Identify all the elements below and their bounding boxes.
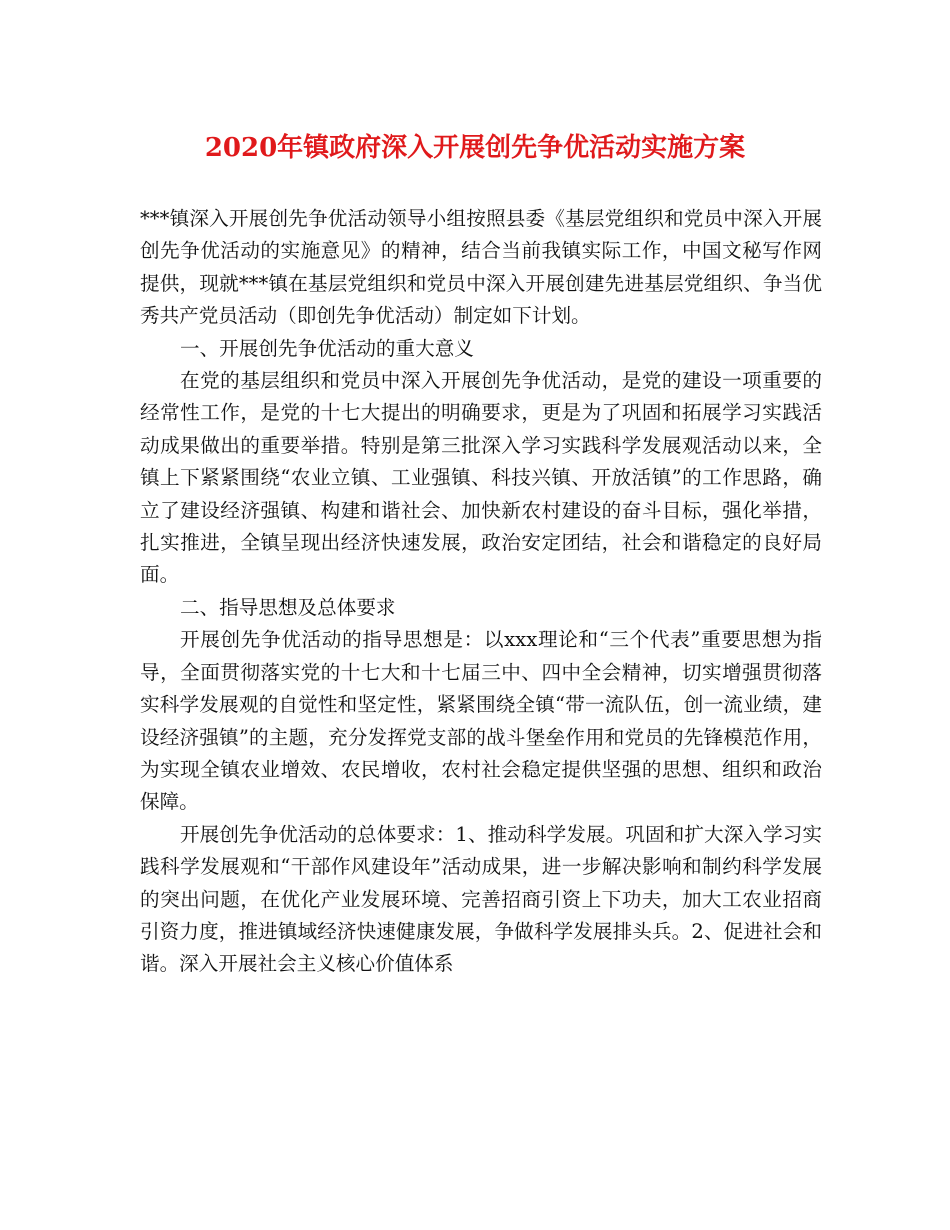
- document-title: 2020年镇政府深入开展创先争优活动实施方案: [204, 133, 746, 163]
- overall-requirements-paragraph: 开展创先争优活动的总体要求：1、推动科学发展。巩固和扩大深入学习实践科学发展观和“干部作风建设年”活动成果，进一步解决影响和制约科学发展的突出问题，在优化产业发展环境、完善招商引资上下功夫，加大工农业招商引资力度，推进镇域经济快速健康发展，争做科学发展排头兵。2、促进社会和谐。深入开展社会主义核心价值体系: [140, 822, 822, 976]
- section-1-paragraph: 在党的基层组织和党员中深入开展创先争优活动，是党的建设一项重要的经常性工作，是党的十七大提出的明确要求，更是为了巩固和拓展学习实践活动成果做出的重要举措。特别是第三批深入学习实践科学发展观活动以来，全镇上下紧紧围绕“农业立镇、工业强镇、科技兴镇、开放活镇”的工作思路，确立了建设经济强镇、构建和谐社会、加快新农村建设的奋斗目标，强化举措，扎实推进，全镇呈现出经济快速发展，政治安定团结，社会和谐稳定的良好局面。: [140, 369, 822, 587]
- guiding-ideology-paragraph: 开展创先争优活动的指导思想是：以xxx理论和“三个代表”重要思想为指导，全面贯彻落实党的十七大和十七届三中、四中全会精神，切实增强贯彻落实科学发展观的自觉性和坚定性，紧紧围绕全镇“带一流队伍，创一流业绩，建设经济强镇”的主题，充分发挥党支部的战斗堡垒作用和党员的先锋模范作用，为实现全镇农业增效、农民增收，农村社会稳定提供坚强的思想、组织和政治保障。: [140, 628, 822, 814]
- document-body: [140, 203, 822, 981]
- section-heading-1: 一、开展创先争优活动的重大意义: [180, 336, 474, 360]
- intro-paragraph: ***镇深入开展创先争优活动领导小组按照县委《基层党组织和党员中深入开展创先争优活动的实施意见》的精神，结合当前我镇实际工作，中国文秘写作网提供，现就***镇在基层党组织和党员中深入开展创建先进基层党组织、争当优秀共产党员活动（即创先争优活动）制定如下计划。: [140, 207, 822, 328]
- section-heading-2: 二、指导思想及总体要求: [180, 595, 396, 619]
